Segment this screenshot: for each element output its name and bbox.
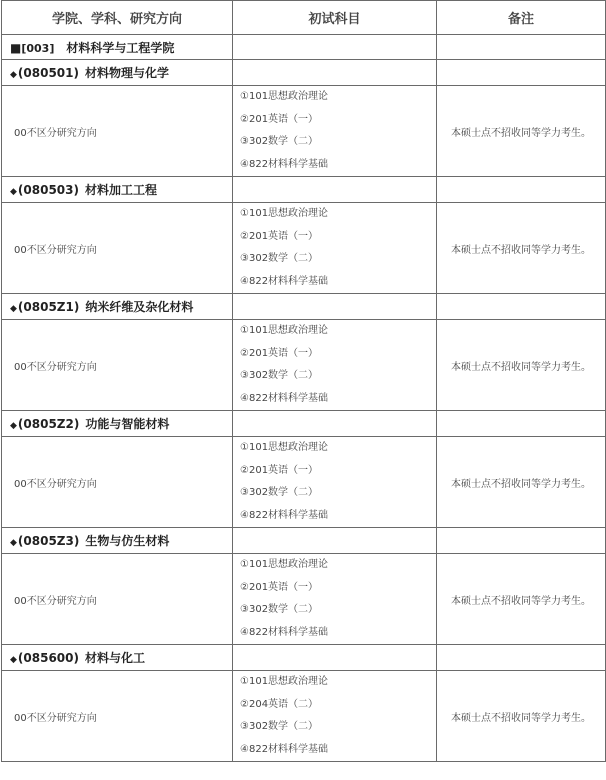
exam-subjects-cell	[233, 554, 437, 645]
detail-row	[2, 671, 606, 762]
remark: 本硕士点不招收同等学力考生。	[437, 437, 606, 528]
exam-subject: ④822材料科学基础	[240, 626, 329, 638]
exam-subject: ③302数学（二）	[240, 253, 319, 264]
major-row	[2, 177, 606, 203]
exam-subject: ④822材料科学基础	[240, 743, 329, 755]
empty-cell	[437, 645, 606, 671]
major-name: 生物与仿生材料	[85, 534, 170, 548]
research-direction: 00不区分研究方向	[2, 320, 233, 411]
exam-subject: ②204英语（二）	[240, 698, 319, 710]
header-exam-subjects: 初试科目	[233, 1, 437, 35]
major-row	[2, 294, 606, 320]
major-code: (0805Z2)	[17, 417, 80, 431]
exam-subject: ②201英语（一）	[240, 113, 319, 125]
exam-subject: ③302数学（二）	[240, 370, 319, 381]
research-direction: 00不区分研究方向	[2, 203, 233, 294]
exam-subjects-cell	[233, 437, 437, 528]
exam-subject: ①101思想政治理论	[240, 559, 329, 570]
diamond-bullet-icon: ◆	[10, 421, 17, 431]
research-direction: 00不区分研究方向	[2, 437, 233, 528]
remark: 本硕士点不招收同等学力考生。	[437, 671, 606, 762]
header-row	[2, 1, 606, 35]
major-code: (085600)	[17, 651, 79, 665]
exam-subject: ③302数学（二）	[240, 136, 319, 147]
remark: 本硕士点不招收同等学力考生。	[437, 86, 606, 177]
major-name: 材料加工工程	[85, 183, 158, 197]
header-remarks: 备注	[437, 1, 606, 35]
exam-subject: ②201英语（一）	[240, 230, 319, 242]
empty-cell	[233, 35, 437, 60]
diamond-bullet-icon: ◆	[10, 187, 17, 197]
major-row	[2, 60, 606, 86]
major-cell	[2, 645, 233, 671]
empty-cell	[437, 528, 606, 554]
empty-cell	[233, 528, 437, 554]
major-row	[2, 528, 606, 554]
research-direction: 00不区分研究方向	[2, 554, 233, 645]
remark: 本硕士点不招收同等学力考生。	[437, 203, 606, 294]
exam-subject: ①101思想政治理论	[240, 208, 329, 219]
exam-subject: ①101思想政治理论	[240, 676, 329, 687]
detail-row	[2, 203, 606, 294]
exam-subject: ②201英语（一）	[240, 581, 319, 593]
empty-cell	[437, 60, 606, 86]
major-code: (0805Z3)	[17, 534, 80, 548]
major-code: (080501)	[17, 66, 79, 80]
exam-subject: ③302数学（二）	[240, 721, 319, 732]
header-school-discipline: 学院、学科、研究方向	[2, 1, 233, 35]
exam-subjects-cell	[233, 203, 437, 294]
research-direction: 00不区分研究方向	[2, 86, 233, 177]
diamond-bullet-icon: ◆	[10, 70, 17, 80]
empty-cell	[233, 294, 437, 320]
major-cell	[2, 411, 233, 437]
exam-subject: ①101思想政治理论	[240, 325, 329, 336]
remark: 本硕士点不招收同等学力考生。	[437, 320, 606, 411]
exam-subject: ③302数学（二）	[240, 487, 319, 498]
empty-cell	[437, 177, 606, 203]
diamond-bullet-icon: ◆	[10, 538, 17, 548]
empty-cell	[437, 411, 606, 437]
major-row	[2, 411, 606, 437]
detail-row	[2, 437, 606, 528]
school-name: 材料科学与工程学院	[66, 40, 175, 55]
major-row	[2, 645, 606, 671]
major-cell	[2, 177, 233, 203]
exam-subject: ①101思想政治理论	[240, 91, 329, 102]
empty-cell	[233, 60, 437, 86]
catalog-table	[1, 0, 606, 762]
school-code: ■[003]	[10, 40, 55, 55]
exam-subjects-cell	[233, 671, 437, 762]
research-direction: 00不区分研究方向	[2, 671, 233, 762]
detail-row	[2, 554, 606, 645]
major-cell	[2, 294, 233, 320]
school-cell	[2, 35, 233, 60]
exam-subjects-cell	[233, 320, 437, 411]
major-cell	[2, 60, 233, 86]
empty-cell	[233, 645, 437, 671]
exam-subjects-cell	[233, 86, 437, 177]
major-name: 材料与化工	[85, 651, 146, 665]
major-name: 纳米纤维及杂化材料	[85, 300, 194, 314]
exam-subject: ②201英语（一）	[240, 347, 319, 359]
major-code: (0805Z1)	[17, 300, 80, 314]
major-code: (080503)	[17, 183, 79, 197]
empty-cell	[437, 35, 606, 60]
detail-row	[2, 320, 606, 411]
exam-subject: ④822材料科学基础	[240, 158, 329, 170]
empty-cell	[233, 411, 437, 437]
detail-row	[2, 86, 606, 177]
diamond-bullet-icon: ◆	[10, 655, 17, 665]
empty-cell	[233, 177, 437, 203]
major-cell	[2, 528, 233, 554]
exam-subject: ④822材料科学基础	[240, 392, 329, 404]
major-name: 功能与智能材料	[85, 417, 170, 431]
school-row	[2, 35, 606, 60]
major-name: 材料物理与化学	[85, 66, 170, 80]
square-marker-icon: ■	[10, 40, 22, 55]
remark: 本硕士点不招收同等学力考生。	[437, 554, 606, 645]
empty-cell	[437, 294, 606, 320]
exam-subject: ④822材料科学基础	[240, 509, 329, 521]
exam-subject: ①101思想政治理论	[240, 442, 329, 453]
exam-subject: ③302数学（二）	[240, 604, 319, 615]
exam-subject: ④822材料科学基础	[240, 275, 329, 287]
exam-subject: ②201英语（一）	[240, 464, 319, 476]
diamond-bullet-icon: ◆	[10, 304, 17, 314]
